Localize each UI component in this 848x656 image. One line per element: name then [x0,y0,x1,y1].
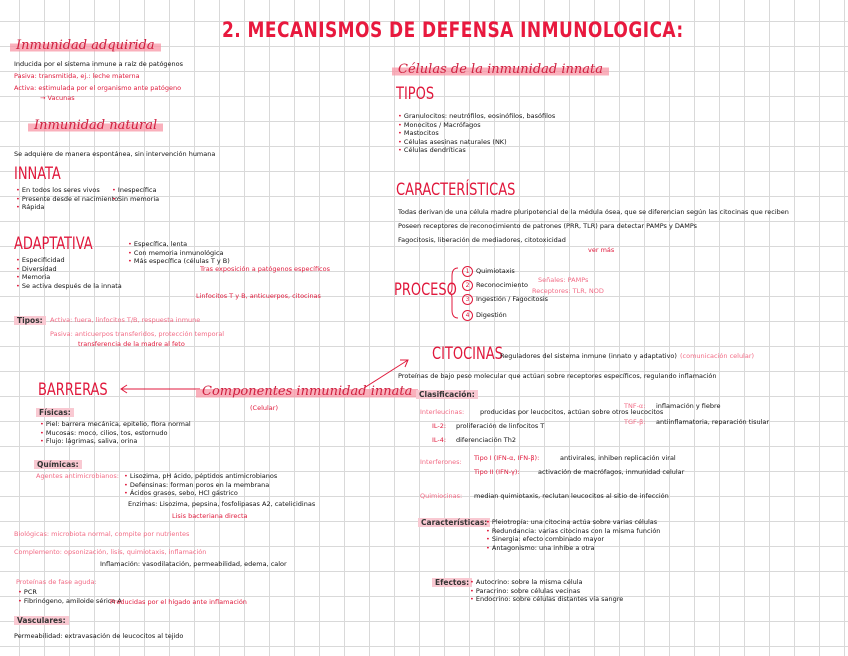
caract-heading: CARACTERÍSTICAS [396,180,516,200]
adaptativa-heading: ADAPTATIVA [14,234,93,254]
quimiocinas-line: median quimiotaxis, reclutan leucocitos al sitio de infección [474,492,669,500]
adaptativa-list-a [16,256,122,290]
proceso-step: 2 Reconocimiento [462,280,528,291]
adaptativa-item: • Más específica (células T y B) [128,257,230,266]
adaptativa-item: • Con memoria inmunológica [128,249,230,258]
vasculares-line: Permeabilidad: extravasación de leucocitos al tejido [14,632,184,640]
celula-tipo-item: • Monocitos / Macrófagos [398,121,555,130]
inflamacion-line: Inflamación: vasodilatación, permeabilidad, edema, calor [100,560,287,568]
citocinas-line2: Proteínas de bajo peso molecular que actúan sobre receptores específicos, regulando inflamación [398,372,717,380]
natural-line1: Se adquiere de manera espontánea, sin intervención humana [14,150,216,158]
adaptativa-item: • Especificidad [16,256,122,265]
innata-heading: INNATA [14,164,61,184]
adaptativa-linfo: Linfocitos T y B, anticuerpos, citocinas [196,292,321,300]
adquirida-line1: Inducida por el sistema inmune a raíz de patógenos [14,60,184,68]
tipos-heading: TIPOS [396,84,435,104]
quimicas-list [124,472,277,498]
ifn-tipo2-label: Tipo II (IFN-γ): [474,468,520,476]
innata-item: • Presente desde el nacimiento [16,195,118,204]
caract-cit-item: • Redundancia: varias citocinas con la misma función [486,527,660,536]
efectos-item: • Autocrino: sobre la misma célula [470,578,623,587]
proteinas-list [18,588,122,605]
adaptativa-note: Tras exposición a patógenos específicos [200,265,330,273]
adaptativa-list-b [128,240,230,266]
quimicas-item: • Defensinas: forman poros en la membrana [124,481,277,490]
arrow-left-icon [118,384,200,394]
citocinas-line1: Reguladores del sistema inmune (innato y adaptativo) [500,352,677,360]
tipos-line2: Pasiva: anticuerpos transferidos, protección temporal [50,330,225,338]
fisicas-list [40,420,191,446]
tipos-line3: transferencia de la madre al feto [78,340,185,348]
enzimas-line: Enzimas: Lisozima, pepsina, fosfolipasas A2, catelicidinas [128,500,316,508]
proteinas-note: Producidas por el hígado ante inflamación [110,598,247,606]
quimicas-item: • Ácidos grasos, sebo, HCl gástrico [124,489,277,498]
celulas-heading: Células de la inmunidad innata [392,62,609,77]
complemento-line: Complemento: opsonización, lisis, quimiotaxis, inflamación [14,548,207,556]
citocinas-line1b: (comunicación celular) [680,352,755,360]
tgf-label: TGF-β: [624,418,646,426]
innata-item: • En todos los seres vivos [16,186,118,195]
innata-item: • Rápida [16,203,118,212]
innata-list-b [112,186,159,203]
interferones-label: Interferones: [420,458,462,466]
proceso-side-b: Receptores: TLR, NOD [532,287,604,295]
caract-cit-label: Características: [418,518,490,527]
page-title: 2. MECANISMOS DE DEFENSA INMUNOLOGICA: [222,18,684,42]
proceso-step: 4 Digestión [462,310,507,321]
il4-label: IL-4: [432,436,447,444]
proceso-side-a: Señales: PAMPs [538,276,589,284]
caract-line2: Poseen receptores de reconocimiento de patrones (PRR, TLR) para detectar PAMPs y DAMPs [398,222,698,230]
il2-line: proliferación de linfocitos T [456,422,545,430]
componentes-heading: Componentes inmunidad innata [196,384,418,399]
adquirida-line4: → Vacunas [40,94,75,102]
proteinas-label: Proteínas de fase aguda: [16,578,97,586]
tnf-label: TNF-α: [624,402,646,410]
caract-note: ver más [588,246,615,254]
caract-line1: Todas derivan de una célula madre pluripotencial de la médula ósea, que se diferencian según las citocinas que reciben [398,208,789,216]
interleucinas-label: Interleucinas: [420,408,465,416]
quimiocinas-label: Quimiocinas: [420,492,463,500]
il2-label: IL-2: [432,422,447,430]
quimicas-label: Químicas: [34,460,82,469]
lysis-line: Lisis bacteriana directa [172,512,248,520]
interleucinas-line: producidas por leucocitos, actúan sobre otros leucocitos [480,408,664,416]
fisicas-label: Físicas: [36,408,74,417]
proteinas-item: • Fibrinógeno, amiloide sérico A [18,597,122,606]
efectos-item: • Endocrino: sobre células distantes vía sangre [470,595,623,604]
adaptativa-item: • Diversidad [16,265,122,274]
natural-heading: Inmunidad natural [28,118,163,133]
fisicas-item: • Mucosas: moco, cilios, tos, estornudo [40,429,191,438]
adaptativa-item: • Memoria [16,273,122,282]
tipos-line1: Activa: fuera, linfocitos T/B, respuesta inmune [50,316,201,324]
tnf-line: inflamación y fiebre [656,402,721,410]
celula-tipo-item: • Células asesinas naturales (NK) [398,138,555,147]
componentes-sub: (Celular) [250,404,278,412]
tgf-line: antiinflamatoria, reparación tisular [656,418,770,426]
ifn-tipo2-line: activación de macrófagos, inmunidad celular [538,468,685,476]
adaptativa-item: • Específica, lenta [128,240,230,249]
adquirida-line3: Activa: estimulada por el organismo ante patógeno [14,84,182,92]
proceso-heading: PROCESO [394,280,457,300]
il4-line: diferenciación Th2 [456,436,516,444]
quimicas-item: • Lisozima, pH ácido, péptidos antimicrobianos [124,472,277,481]
adaptativa-item: • Se activa después de la innata [16,282,122,291]
caract-cit-list [486,518,660,552]
proteinas-item: • PCR [18,588,122,597]
adquirida-heading: Inmunidad adquirida [10,38,161,53]
vasculares-label: Vasculares: [14,616,69,625]
innata-item: • Sin memoria [112,195,159,204]
caract-cit-item: • Pleiotropía: una citocina actúa sobre varias células [486,518,660,527]
biologicas-line: Biológicas: microbiota normal, compite por nutrientes [14,530,190,538]
citocinas-heading: CITOCINAS [432,344,503,364]
caract-line3: Fagocitosis, liberación de mediadores, citotoxicidad [398,236,566,244]
ifn-tipo1-line: antivirales, inhiben replicación viral [560,454,676,462]
celulas-tipos-list [398,112,555,155]
caract-cit-item: • Sinergia: efecto combinado mayor [486,535,660,544]
ifn-tipo1-label: Tipo I (IFN-α, IFN-β): [474,454,540,462]
quimicas-line: Agentes antimicrobianos: [36,472,119,480]
innata-item: • Inespecífica [112,186,159,195]
proceso-step: 1 Quimiotaxis [462,266,515,277]
tipos-label: Tipos: [14,316,46,325]
innata-list-a [16,186,118,212]
efectos-list [470,578,623,604]
efectos-label: Efectos: [432,578,472,587]
efectos-item: • Paracrino: sobre células vecinas [470,587,623,596]
celula-tipo-item: • Granulocitos: neutrófilos, eosinófilos, basófilos [398,112,555,121]
adquirida-line2: Pasiva: transmitida, ej.: leche materna [14,72,140,80]
celula-tipo-item: • Mastocitos [398,129,555,138]
proceso-step: 3 Ingestión / Fagocitosis [462,294,548,305]
barreras-heading: BARRERAS [38,380,108,400]
brace-icon [448,266,460,320]
clasif-label: Clasificación: [416,390,478,399]
fisicas-item: • Piel: barrera mecánica, epitelio, flora normal [40,420,191,429]
fisicas-item: • Flujo: lágrimas, saliva, orina [40,437,191,446]
celula-tipo-item: • Células dendríticas [398,146,555,155]
caract-cit-item: • Antagonismo: una inhibe a otra [486,544,660,553]
